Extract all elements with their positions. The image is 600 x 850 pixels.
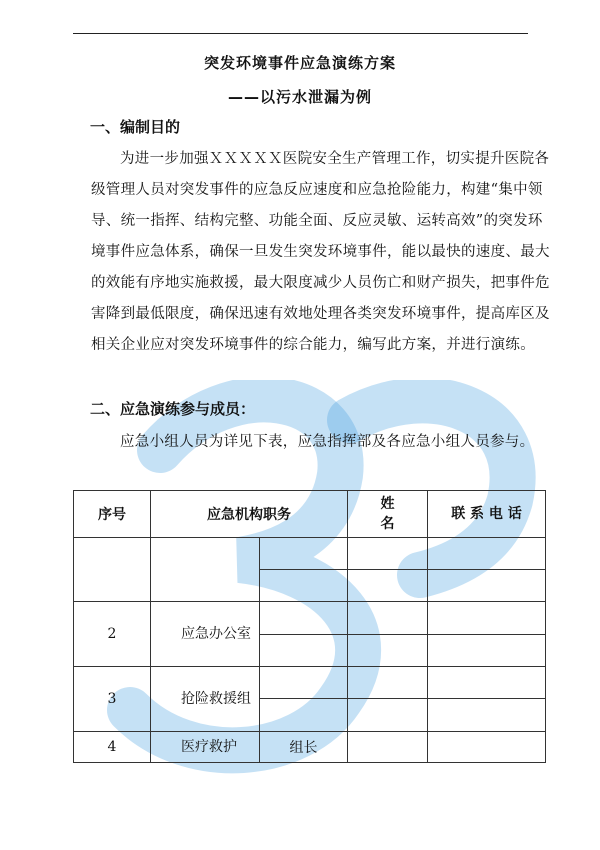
cell-number: 3 [74,666,151,731]
cell-name [348,699,428,731]
cell-role [260,537,348,569]
table-row [74,666,546,698]
document-subtitle: ——以污水泄漏为例 [227,88,372,106]
table-row [74,731,546,762]
cell-team: 医疗救护 [151,731,260,762]
cell-phone [428,634,546,666]
table-header-row [74,491,546,538]
members-paragraph: 应急小组人员为详见下表，应急指挥部及各应急小组人员参与。 [120,434,535,450]
cell-phone [428,537,546,569]
header-name-line1: 姓 [380,495,395,512]
document-title: 突发环境事件应急演练方案 [203,54,396,72]
header-rule [73,33,528,34]
section-heading-members: 二、应急演练参与成员： [90,400,256,418]
cell-role [260,634,348,666]
header-phone: 联 系 电 话 [428,491,546,538]
cell-role [260,602,348,634]
header-name [348,491,428,538]
cell-name [348,634,428,666]
cell-number-blank [74,537,151,602]
cell-name [348,569,428,601]
purpose-paragraph: 为进一步加强ＸＸＸＸＸ医院安全生产管理工作，切实提升医院各级管理人员对突发事件的应急反应速度和应急抢险能力，构建“集中领导、统一指挥、结构完整、功能全面、反应灵敏、运转高效”的突发环境事件应急体系，确保一旦发生突发环境事件，能以最快的速度、最大的效能有序地实施救援，最大限度减少人员伤亡和财产损失，把事件危害降到最低限度，确保迅速有效地处理各类突发环境事件，提高库区及相关企业应对突发环境事件的综合能力，编写此方案，并进行演练。 [91,151,550,353]
cell-phone [428,731,546,762]
cell-role: 组长 [260,731,348,762]
header-number: 序号 [74,491,151,538]
cell-number: 2 [74,602,151,667]
table-row [74,602,546,634]
section-heading-purpose: 一、编制目的 [90,118,181,136]
cell-team: 应急办公室 [151,602,260,667]
cell-phone [428,699,546,731]
cell-role [260,699,348,731]
cell-name [348,537,428,569]
cell-phone [428,569,546,601]
cell-phone [428,602,546,634]
cell-number: 4 [74,731,151,762]
header-name-line2: 名 [380,515,395,532]
cell-role [260,569,348,601]
header-duty: 应急机构职务 [151,491,348,538]
cell-team: 抢险救援组 [151,666,260,731]
cell-phone [428,666,546,698]
cell-role [260,666,348,698]
cell-name [348,666,428,698]
emergency-roster-table [73,490,546,763]
table-row [74,537,546,569]
cell-team-blank [151,537,260,602]
cell-name [348,602,428,634]
cell-name [348,731,428,762]
